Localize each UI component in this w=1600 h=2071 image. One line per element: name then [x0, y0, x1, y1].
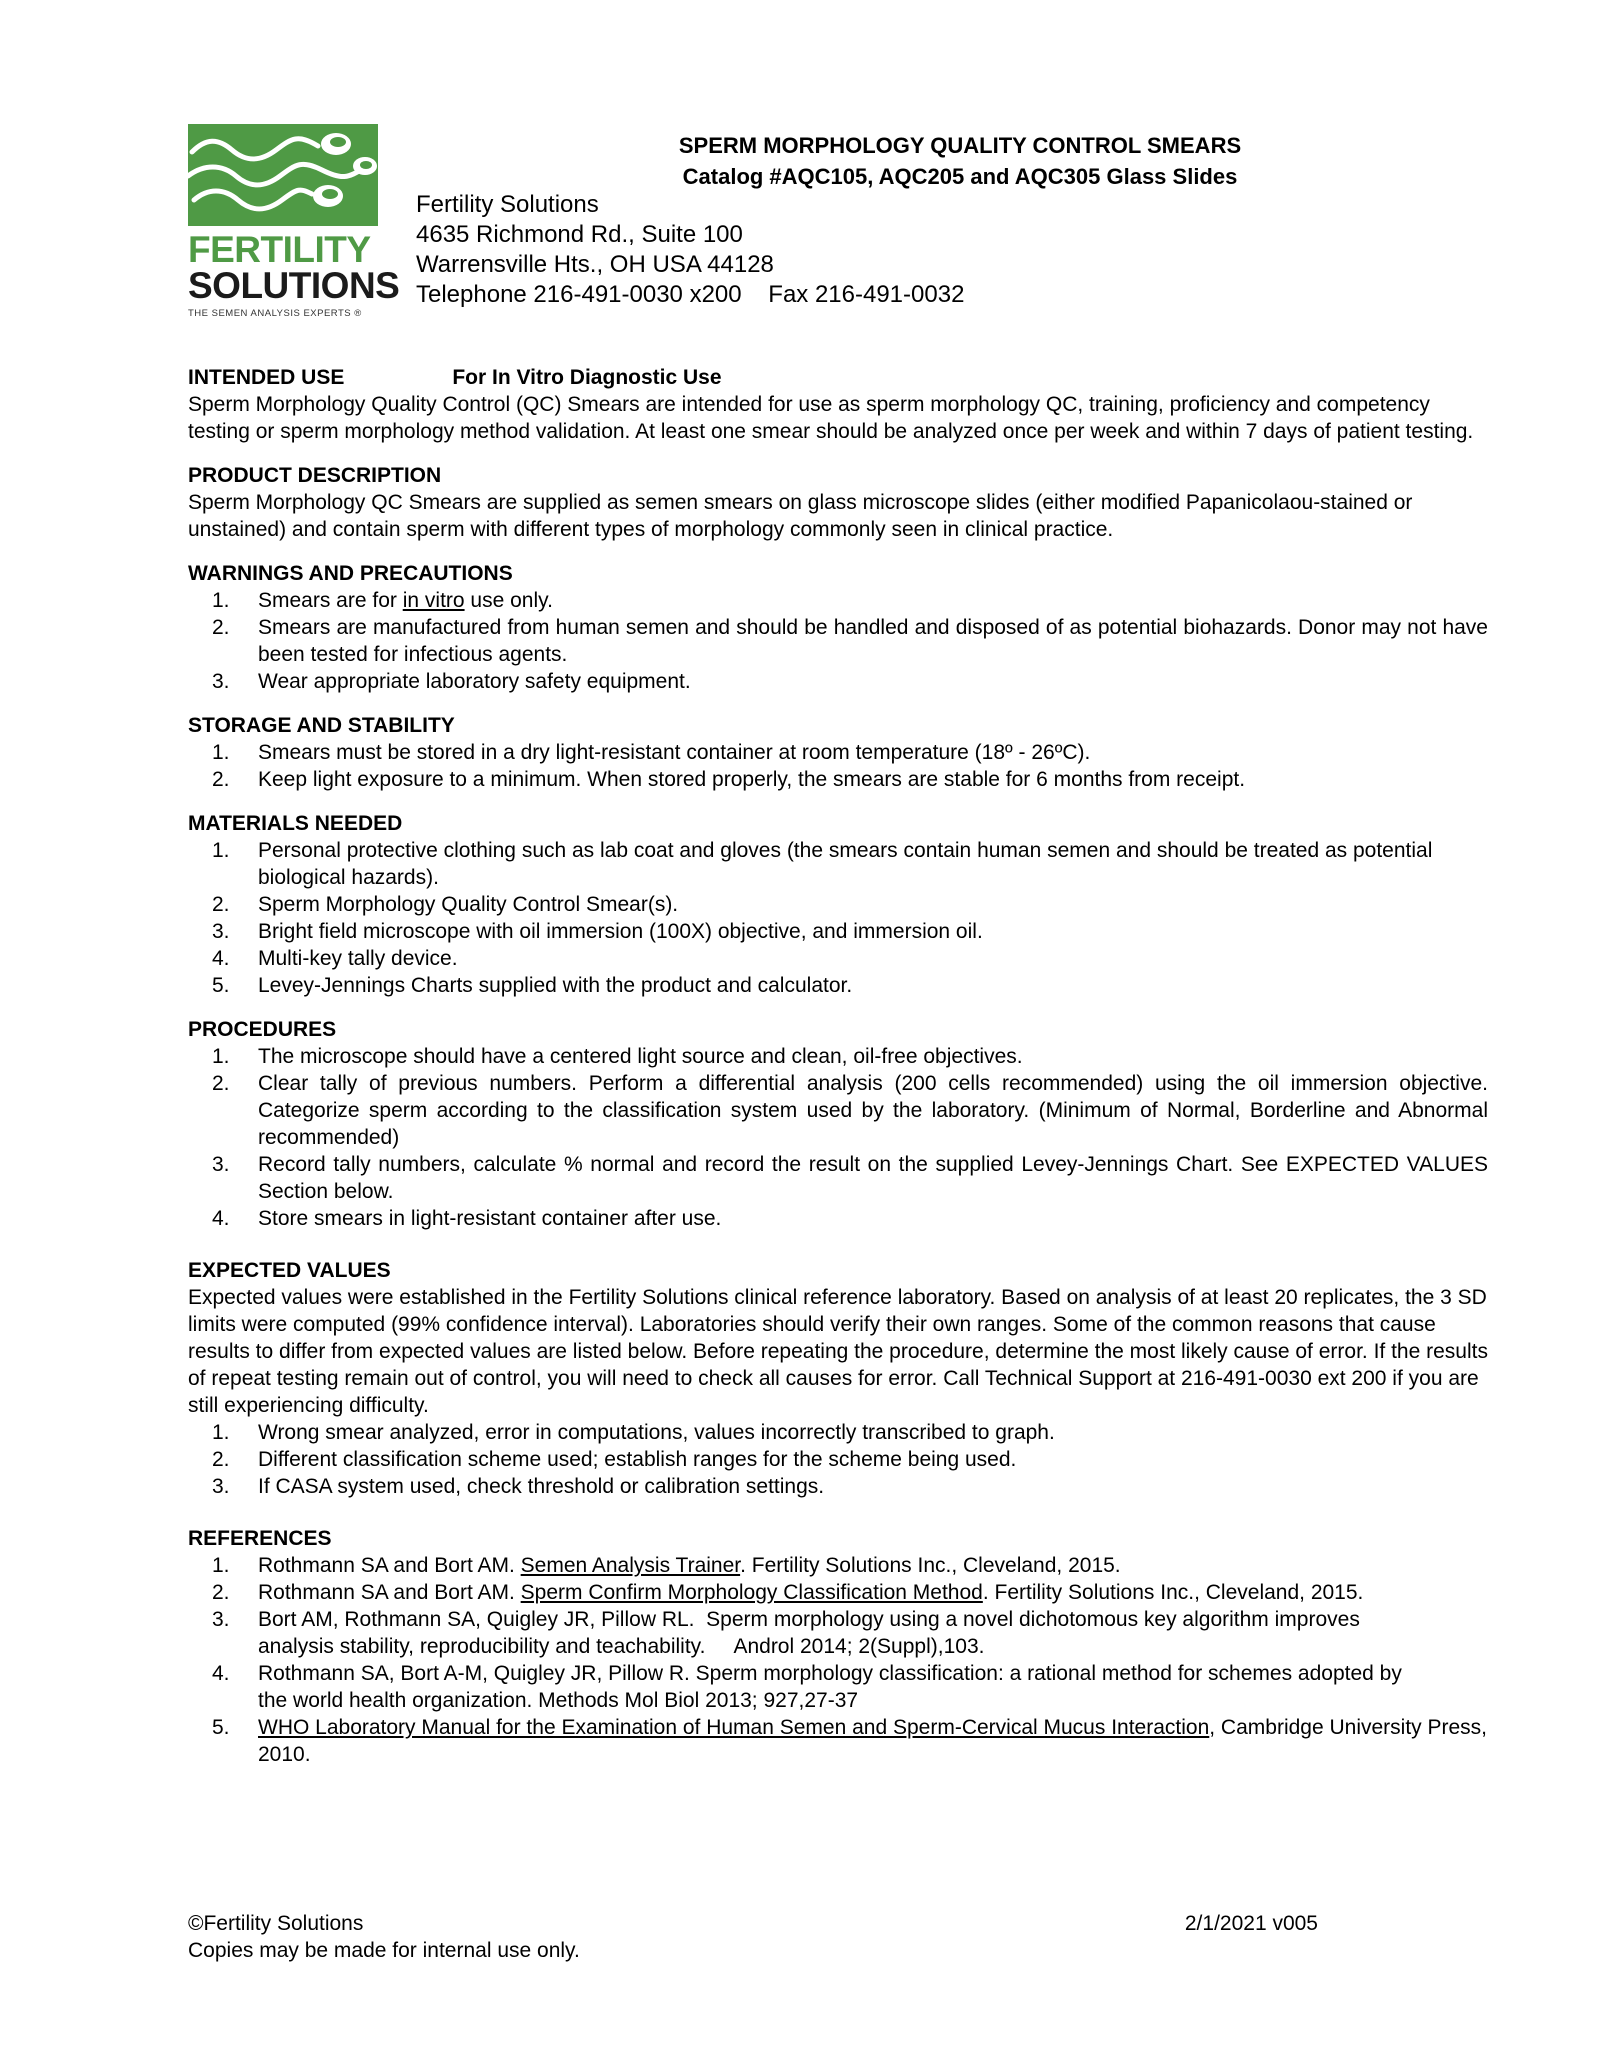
list-item: [188, 1070, 1488, 1151]
section-heading: REFERENCES: [188, 1527, 332, 1550]
section-storage: [188, 712, 1488, 793]
list-item: [188, 587, 1488, 614]
list-item: [188, 668, 1488, 695]
item-number: 2.: [212, 1072, 230, 1095]
list-item: [188, 945, 1488, 972]
logo-word-solutions: SOLUTIONS: [188, 265, 400, 306]
section-materials: [188, 810, 1488, 999]
company-name: Fertility Solutions: [416, 191, 599, 218]
item-text: Personal protective clothing such as lab coat and gloves (the smears contain human semen and should be treated as potential biological hazards).: [258, 839, 1433, 889]
expected-values-list: [188, 1419, 1488, 1500]
section-references: [188, 1525, 1488, 1768]
section-text: Expected values were established in the Fertility Solutions clinical reference laboratory. Based on analysis of at least 20 replicates, the 3 SD limits were computed (99% confidence interval). Laboratories should verify their own ranges. Some of the common reasons that cause results to differ from expected values are listed below. Before repeating the procedure, determine the most likely cause of error. If the results of repeat testing remain out of control, you will need to check all causes for error. Call Technical Support at 216-491-0030 ext 200 if you are still experiencing difficulty.: [188, 1286, 1488, 1417]
item-text: Different classification scheme used; establish ranges for the scheme being used.: [258, 1448, 1017, 1471]
warnings-list: [188, 587, 1488, 695]
item-text: Bright field microscope with oil immersion (100X) objective, and immersion oil.: [258, 920, 983, 943]
item-text: Bort AM, Rothmann SA, Quigley JR, Pillow RL. Sperm morphology using a novel dichotomous key algorithm improves analysis stability, reproducibility and teachability. Androl 2014; 2(Suppl),103.: [258, 1608, 1366, 1658]
item-number: 1.: [212, 741, 230, 764]
item-text: Smears are manufactured from human semen and should be handled and disposed of as potential biohazards. Donor may not have been tested for infectious agents.: [258, 616, 1488, 666]
item-number: 4.: [212, 1662, 230, 1685]
procedures-list: [188, 1043, 1488, 1232]
item-text: use only.: [464, 589, 553, 612]
section-heading: PRODUCT DESCRIPTION: [188, 464, 442, 487]
item-number: 4.: [212, 1207, 230, 1230]
item-number: 5.: [212, 1716, 230, 1739]
item-number: 3.: [212, 920, 230, 943]
address-line-2: Warrensville Hts., OH USA 44128: [416, 251, 774, 278]
reference-title: WHO Laboratory Manual for the Examination of Human Semen and Sperm-Cervical Mucus Interaction: [258, 1716, 1210, 1739]
reference-title: Sperm Confirm Morphology Classification Method: [520, 1581, 983, 1604]
list-item: [188, 1419, 1488, 1446]
item-number: 2.: [212, 1448, 230, 1471]
item-number: 3.: [212, 670, 230, 693]
item-number: 1.: [212, 1421, 230, 1444]
section-intended-use: [188, 364, 1488, 445]
list-item: [188, 972, 1488, 999]
phone-fax: Telephone 216-491-0030 x200 Fax 216-491-0032: [416, 281, 965, 308]
item-text: Multi-key tally device.: [258, 947, 458, 970]
item-text: Store smears in light-resistant container after use.: [258, 1207, 722, 1230]
item-text: . Fertility Solutions Inc., Cleveland, 2015.: [982, 1581, 1364, 1604]
footer-note: Copies may be made for internal use only.: [188, 1939, 580, 1962]
address-line-1: 4635 Richmond Rd., Suite 100: [416, 221, 743, 248]
reference-item: [188, 1552, 1488, 1579]
contact-block: [416, 190, 964, 310]
list-item: [188, 1205, 1488, 1232]
item-text: . Fertility Solutions Inc., Cleveland, 2015.: [740, 1554, 1121, 1577]
section-heading: [188, 364, 1488, 391]
sperm-logo-icon: [188, 124, 378, 226]
item-text: Rothmann SA and Bort AM.: [258, 1581, 521, 1604]
storage-list: [188, 739, 1488, 793]
page-footer: [188, 1910, 1318, 1964]
reference-item: [188, 1606, 1488, 1660]
item-number: 1.: [212, 839, 230, 862]
footer-version: 2/1/2021 v005: [1184, 1912, 1318, 1935]
references-list: [188, 1552, 1488, 1768]
list-item: [188, 1151, 1488, 1205]
item-number: 2.: [212, 1581, 230, 1604]
item-text: Levey-Jennings Charts supplied with the product and calculator.: [258, 974, 853, 997]
reference-item: [188, 1714, 1488, 1768]
section-heading: MATERIALS NEEDED: [188, 812, 403, 835]
materials-list: [188, 837, 1488, 999]
item-text: Record tally numbers, calculate % normal and record the result on the supplied Levey-Jennings Chart. See EXPECTED VALUES Section below.: [258, 1153, 1488, 1203]
item-text: Keep light exposure to a minimum. When stored properly, the smears are stable for 6 months from receipt.: [258, 768, 1246, 791]
item-number: 2.: [212, 616, 230, 639]
list-item: [188, 614, 1488, 668]
document-title-block: [600, 130, 1320, 192]
section-product-description: [188, 462, 1488, 543]
section-procedures: [188, 1016, 1488, 1232]
item-number: 1.: [212, 589, 230, 612]
document-body: [188, 364, 1488, 1768]
list-item: [188, 739, 1488, 766]
logo-tagline: THE SEMEN ANALYSIS EXPERTS ®: [188, 308, 362, 319]
company-logo: [188, 124, 400, 320]
section-heading: WARNINGS AND PRECAUTIONS: [188, 562, 513, 585]
item-number: 4.: [212, 947, 230, 970]
catalog-line: Catalog #AQC105, AQC205 and AQC305 Glass Slides: [682, 164, 1238, 189]
item-number: 2.: [212, 893, 230, 916]
item-text: Clear tally of previous numbers. Perform a differential analysis (200 cells recommended) using the oil immersion objective. Categorize sperm according to the classification system used by the laboratory. (Minimum of Normal, Borderline and Abnormal recommended): [258, 1072, 1488, 1149]
list-item: [188, 1043, 1488, 1070]
item-number: 3.: [212, 1475, 230, 1498]
logo-word-fertility: FERTILITY: [188, 229, 371, 270]
reference-item: [188, 1660, 1488, 1714]
list-item: [188, 1473, 1488, 1500]
list-item: [188, 837, 1488, 891]
item-text: Sperm Morphology Quality Control Smear(s).: [258, 893, 679, 916]
reference-title: Semen Analysis Trainer: [520, 1554, 741, 1577]
section-expected-values: [188, 1257, 1488, 1500]
item-number: 3.: [212, 1153, 230, 1176]
item-number: 5.: [212, 974, 230, 997]
list-item: [188, 918, 1488, 945]
document-title: SPERM MORPHOLOGY QUALITY CONTROL SMEARS: [678, 133, 1242, 158]
item-text: Smears are for: [258, 589, 403, 612]
list-item: [188, 766, 1488, 793]
item-number: 3.: [212, 1608, 230, 1631]
item-text: Wrong smear analyzed, error in computations, values incorrectly transcribed to graph.: [258, 1421, 1055, 1444]
section-text: Sperm Morphology QC Smears are supplied as semen smears on glass microscope slides (either modified Papanicolaou-stained or unstained) and contain sperm with different types of morphology commonly seen in clinical practice.: [188, 491, 1413, 541]
section-warnings: [188, 560, 1488, 695]
section-heading: PROCEDURES: [188, 1018, 337, 1041]
list-item: [188, 1446, 1488, 1473]
item-text: If CASA system used, check threshold or calibration settings.: [258, 1475, 825, 1498]
reference-item: [188, 1579, 1488, 1606]
section-heading: EXPECTED VALUES: [188, 1259, 391, 1282]
section-text: Sperm Morphology Quality Control (QC) Smears are intended for use as sperm morphology QC, training, proficiency and competency testing or sperm morphology method validation. At least one smear should be analyzed once per week and within 7 days of patient testing.: [188, 393, 1474, 443]
item-number: 1.: [212, 1554, 230, 1577]
item-number: 1.: [212, 1045, 230, 1068]
section-heading: STORAGE AND STABILITY: [188, 714, 455, 737]
item-text: The microscope should have a centered light source and clean, oil-free objectives.: [258, 1045, 1023, 1068]
item-text: , Cambridge University Press, 2010.: [258, 1716, 1488, 1766]
item-text: Wear appropriate laboratory safety equipment.: [258, 670, 691, 693]
heading-subtitle: For In Vitro Diagnostic Use: [452, 366, 722, 389]
heading-text: INTENDED USE: [188, 366, 345, 389]
item-text: Rothmann SA, Bort A-M, Quigley JR, Pillow R. Sperm morphology classification: a rational method for schemes adopted by the world health organization. Methods Mol Biol 2013; 927,27-37: [258, 1662, 1402, 1712]
footer-copyright: ©Fertility Solutions: [188, 1912, 364, 1935]
item-number: 2.: [212, 768, 230, 791]
item-text-underlined: in vitro: [402, 589, 465, 612]
list-item: [188, 891, 1488, 918]
item-text: Rothmann SA and Bort AM.: [258, 1554, 521, 1577]
item-text: Smears must be stored in a dry light-resistant container at room temperature (18º - 26ºC).: [258, 741, 1091, 764]
